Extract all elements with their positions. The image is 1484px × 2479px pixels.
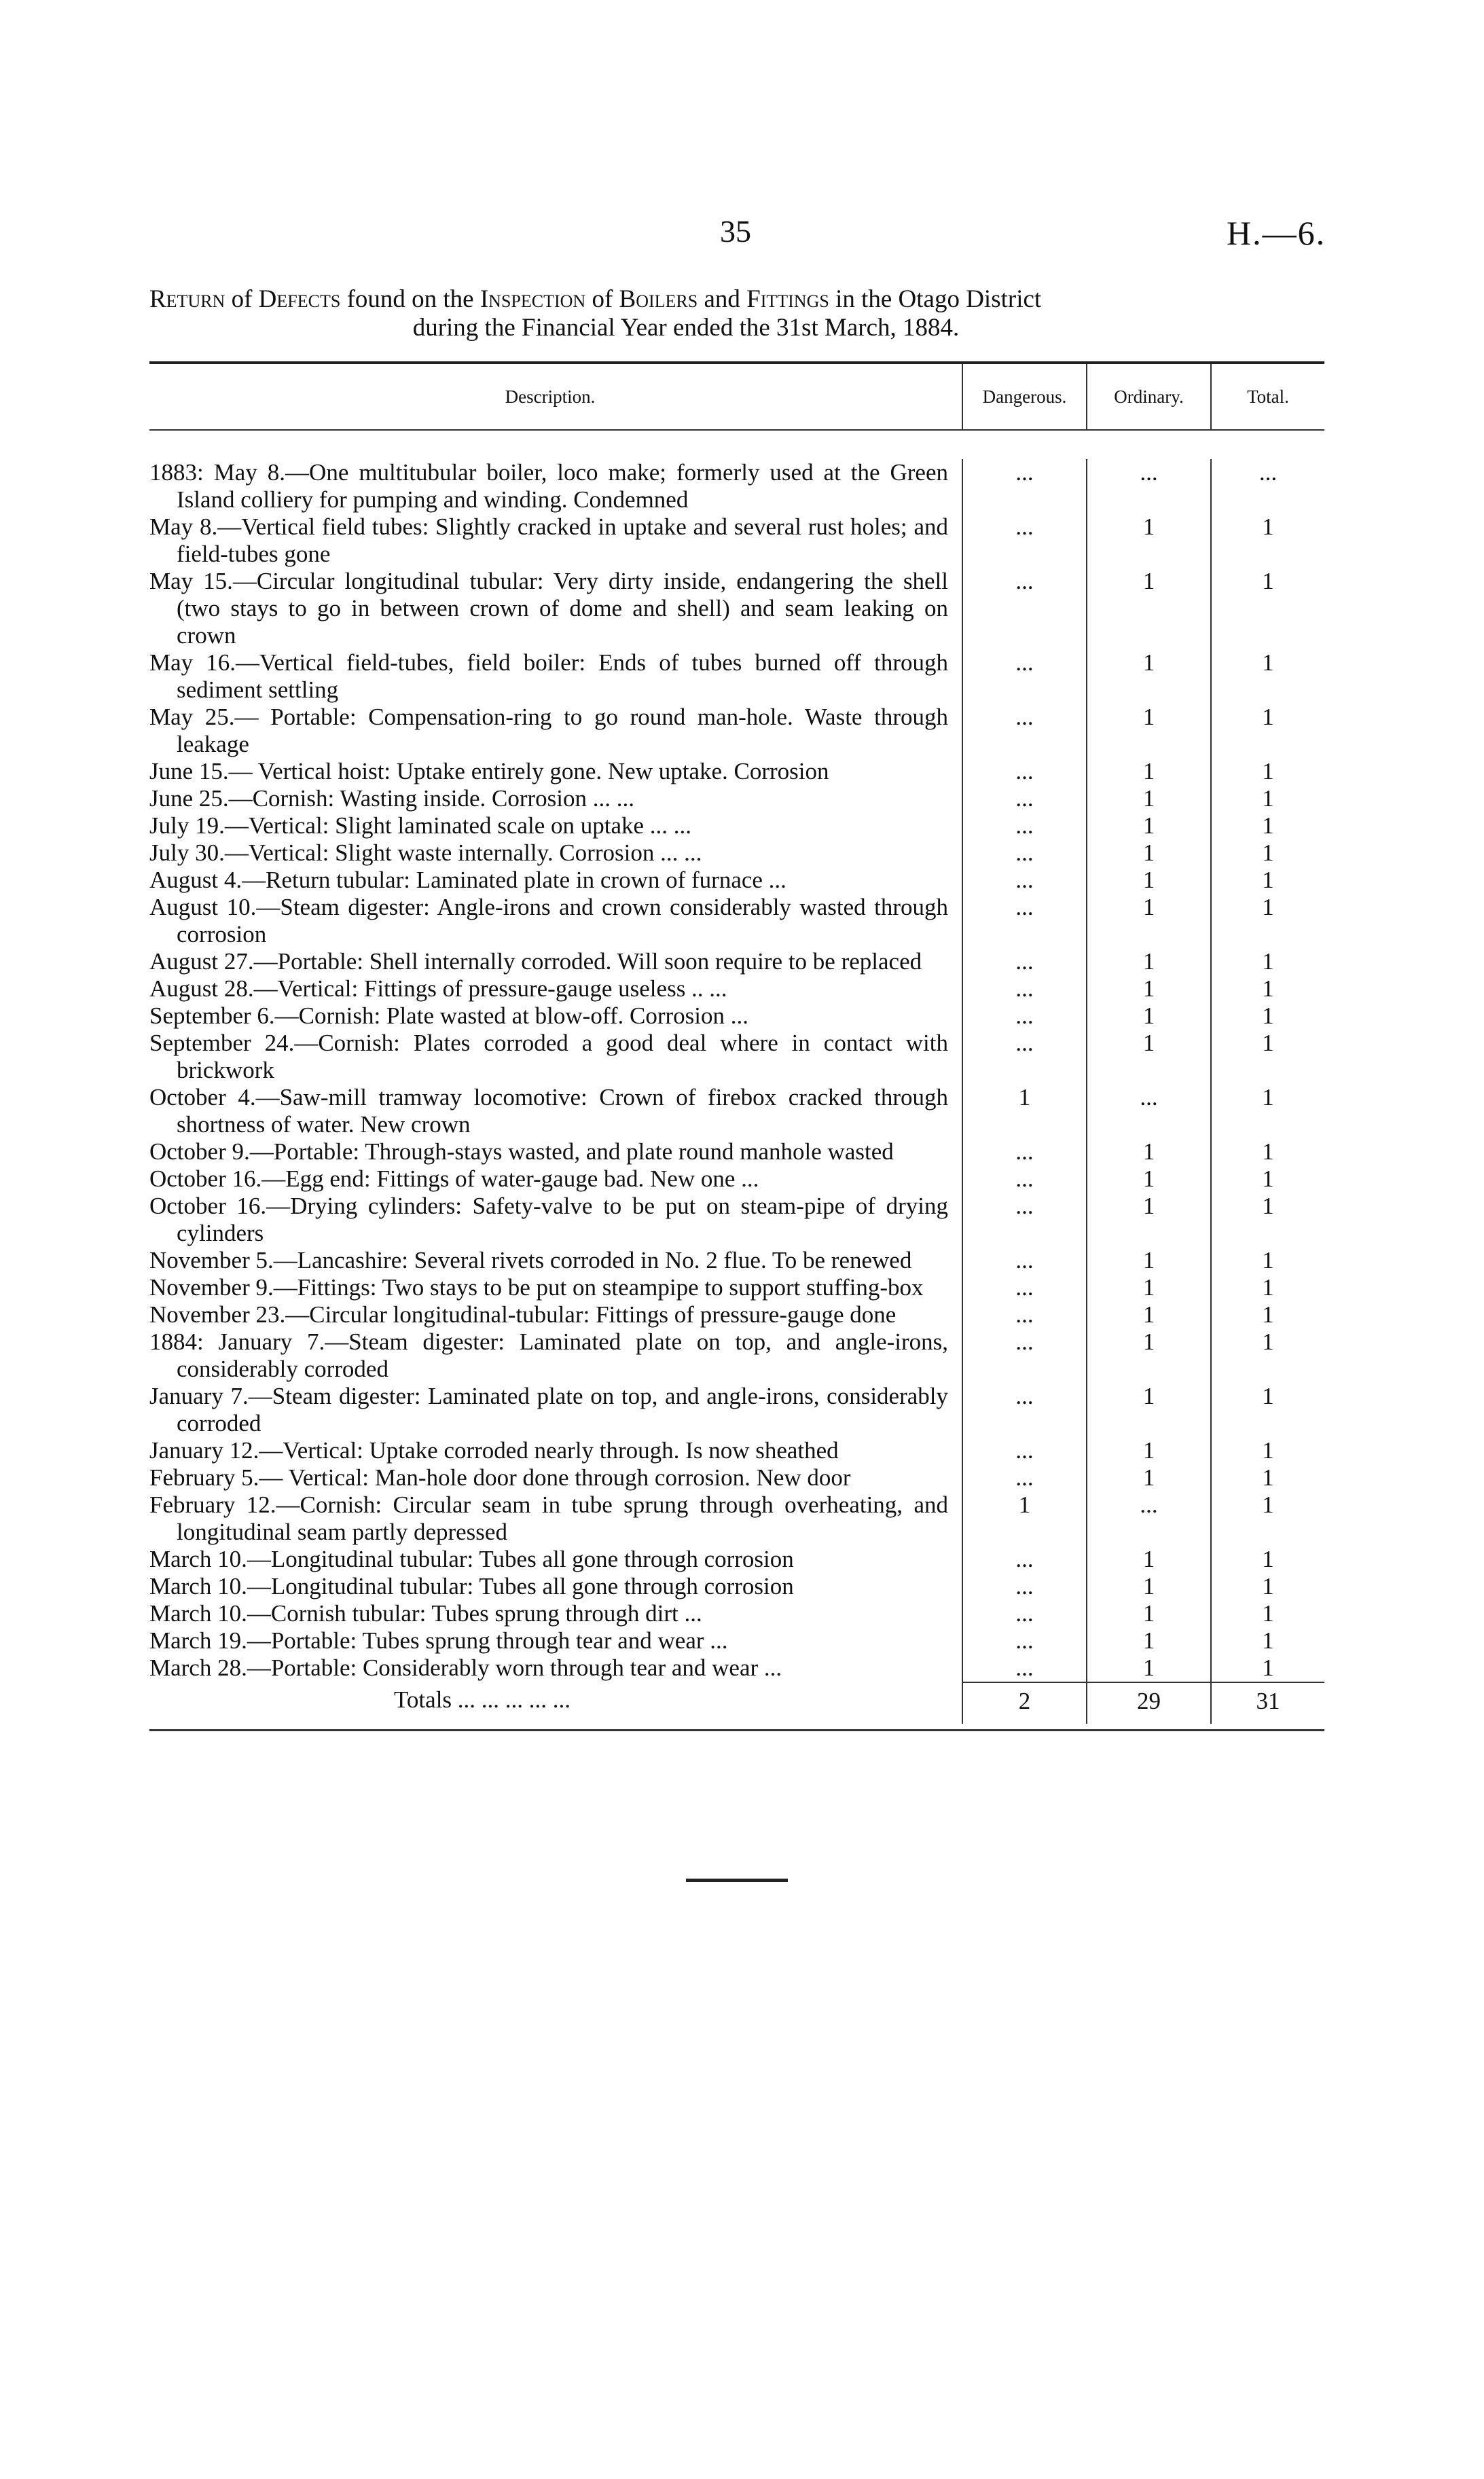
row-dangerous: ...: [962, 1030, 1086, 1084]
totals-dangerous: 2: [962, 1682, 1086, 1724]
row-total: 1: [1210, 568, 1324, 649]
table-row: [149, 1301, 1324, 1328]
row-dangerous: ...: [962, 975, 1086, 1002]
header-description: Description.: [505, 386, 596, 407]
row-ordinary: 1: [1086, 1193, 1210, 1247]
row-description: May 25.— Portable: Compensation-ring to go round man-hole. Waste through leakage: [149, 704, 948, 757]
row-total: 1: [1210, 1165, 1324, 1193]
row-ordinary: 1: [1086, 1654, 1210, 1682]
row-total: 1: [1210, 975, 1324, 1002]
row-ordinary: 1: [1086, 1301, 1210, 1328]
table-row: [149, 1328, 1324, 1383]
row-ordinary: 1: [1086, 1328, 1210, 1383]
row-ordinary: 1: [1086, 1247, 1210, 1274]
row-dangerous: ...: [962, 459, 1086, 513]
end-rule: [686, 1879, 788, 1882]
row-description: May 15.—Circular longitudinal tubular: Very dirty inside, endangering the shell (two stays to go in between crown of dome and shell) and seam leaking on crown: [149, 568, 948, 649]
row-total: 1: [1210, 1383, 1324, 1437]
row-dangerous: ...: [962, 1546, 1086, 1573]
row-dangerous: ...: [962, 1654, 1086, 1682]
row-dangerous: ...: [962, 1328, 1086, 1383]
defects-table: [149, 361, 1324, 1724]
table-row: [149, 1247, 1324, 1274]
row-dangerous: ...: [962, 1193, 1086, 1247]
table-row: [149, 975, 1324, 1002]
row-dangerous: ...: [962, 867, 1086, 894]
row-description: September 24.—Cornish: Plates corroded a good deal where in contact with brickwork: [149, 1030, 948, 1083]
table-row: [149, 1138, 1324, 1165]
row-dangerous: ...: [962, 1573, 1086, 1600]
row-ordinary: 1: [1086, 812, 1210, 839]
table-row: [149, 649, 1324, 704]
table-row: [149, 1383, 1324, 1437]
row-dangerous: ...: [962, 812, 1086, 839]
row-description: February 12.—Cornish: Circular seam in tube sprung through overheating, and longitudinal seam partly depressed: [149, 1491, 948, 1545]
table-bottom-rule: [149, 1729, 1324, 1731]
row-description: May 8.—Vertical field tubes: Slightly cracked in uptake and several rust holes; and field-tubes gone: [149, 513, 948, 567]
row-description: January 7.—Steam digester: Laminated plate on top, and angle-irons, considerably corroded: [149, 1383, 948, 1436]
table-row: [149, 459, 1324, 513]
row-dangerous: ...: [962, 948, 1086, 975]
row-ordinary: 1: [1086, 948, 1210, 975]
row-dangerous: ...: [962, 1464, 1086, 1491]
row-ordinary: 1: [1086, 839, 1210, 867]
row-description: October 4.—Saw-mill tramway locomotive: Crown of firebox cracked through shortness of water. New crown: [149, 1084, 948, 1138]
row-total: 1: [1210, 1138, 1324, 1165]
table-row: [149, 785, 1324, 812]
row-description: February 5.— Vertical: Man-hole door done through corrosion. New door: [149, 1464, 851, 1491]
row-description: March 10.—Longitudinal tubular: Tubes all gone through corrosion: [149, 1546, 794, 1572]
row-description: November 5.—Lancashire: Several rivets corroded in No. 2 flue. To be renewed: [149, 1247, 912, 1273]
table-row: [149, 1437, 1324, 1464]
row-ordinary: 1: [1086, 1464, 1210, 1491]
table-row: [149, 1654, 1324, 1682]
row-total: 1: [1210, 1491, 1324, 1546]
header-ordinary: Ordinary.: [1086, 364, 1210, 429]
row-total: 1: [1210, 867, 1324, 894]
row-description: October 9.—Portable: Through-stays wasted, and plate round manhole wasted: [149, 1138, 894, 1165]
row-total: 1: [1210, 1301, 1324, 1328]
row-total: 1: [1210, 704, 1324, 758]
row-dangerous: ...: [962, 1002, 1086, 1030]
row-total: 1: [1210, 513, 1324, 568]
row-ordinary: 1: [1086, 1274, 1210, 1301]
row-ordinary: ...: [1086, 459, 1210, 513]
row-description: November 9.—Fittings: Two stays to be put on steampipe to support stuffing-box: [149, 1274, 924, 1301]
table-row: [149, 1600, 1324, 1627]
row-total: 1: [1210, 1600, 1324, 1627]
row-description: 1883: May 8.—One multitubular boiler, loco make; formerly used at the Green Island colliery for pumping and winding. Condemned: [149, 459, 948, 513]
row-description: August 4.—Return tubular: Laminated plate in crown of furnace ...: [149, 867, 786, 893]
row-dangerous: ...: [962, 758, 1086, 785]
row-dangerous: ...: [962, 1247, 1086, 1274]
row-ordinary: 1: [1086, 1437, 1210, 1464]
table-heading: Return of Defects found on the Inspection of Boilers and Fittings in the Otago District during the Financial Year ended the 31st March, 1884.: [149, 285, 1324, 342]
header-total: Total.: [1210, 364, 1324, 429]
row-ordinary: 1: [1086, 894, 1210, 948]
heading-word: Return: [149, 285, 225, 313]
row-description: 1884: January 7.—Steam digester: Laminated plate on top, and angle-irons, considerably corroded: [149, 1328, 948, 1382]
row-dangerous: ...: [962, 704, 1086, 758]
row-ordinary: 1: [1086, 785, 1210, 812]
row-total: 1: [1210, 1193, 1324, 1247]
row-description: March 10.—Cornish tubular: Tubes sprung through dirt ...: [149, 1600, 702, 1627]
row-description: March 28.—Portable: Considerably worn through tear and wear ...: [149, 1654, 782, 1681]
row-description: August 28.—Vertical: Fittings of pressure-gauge useless .. ...: [149, 975, 727, 1002]
table-row: [149, 1464, 1324, 1491]
row-ordinary: 1: [1086, 1030, 1210, 1084]
row-total: 1: [1210, 948, 1324, 975]
row-total: 1: [1210, 649, 1324, 704]
row-ordinary: 1: [1086, 1546, 1210, 1573]
row-total: 1: [1210, 894, 1324, 948]
row-total: 1: [1210, 1573, 1324, 1600]
row-dangerous: ...: [962, 1627, 1086, 1654]
row-ordinary: 1: [1086, 513, 1210, 568]
row-dangerous: ...: [962, 839, 1086, 867]
table-header: [149, 364, 1324, 429]
row-dangerous: ...: [962, 1274, 1086, 1301]
table-row: [149, 894, 1324, 948]
row-ordinary: ...: [1086, 1084, 1210, 1138]
row-total: 1: [1210, 1274, 1324, 1301]
row-ordinary: 1: [1086, 1138, 1210, 1165]
row-ordinary: 1: [1086, 975, 1210, 1002]
heading-line-2: during the Financial Year ended the 31st March, 1884.: [412, 314, 960, 342]
row-total: 1: [1210, 1328, 1324, 1383]
table-row: [149, 1627, 1324, 1654]
row-total: 1: [1210, 785, 1324, 812]
row-dangerous: ...: [962, 785, 1086, 812]
row-dangerous: ...: [962, 1383, 1086, 1437]
page-number: 35: [720, 214, 751, 249]
row-ordinary: 1: [1086, 649, 1210, 704]
row-total: 1: [1210, 1247, 1324, 1274]
row-dangerous: 1: [962, 1084, 1086, 1138]
table-row: [149, 568, 1324, 649]
row-dangerous: ...: [962, 568, 1086, 649]
row-total: 1: [1210, 1084, 1324, 1138]
row-description: June 15.— Vertical hoist: Uptake entirely gone. New uptake. Corrosion: [149, 758, 829, 784]
row-ordinary: 1: [1086, 704, 1210, 758]
row-total: 1: [1210, 1654, 1324, 1682]
row-description: July 30.—Vertical: Slight waste internally. Corrosion ... ...: [149, 839, 702, 866]
row-ordinary: 1: [1086, 1002, 1210, 1030]
row-dangerous: ...: [962, 1437, 1086, 1464]
row-dangerous: ...: [962, 1301, 1086, 1328]
table-row: [149, 1165, 1324, 1193]
row-total: 1: [1210, 758, 1324, 785]
table-row: [149, 1546, 1324, 1573]
table-body: [149, 459, 1324, 1682]
row-dangerous: ...: [962, 1165, 1086, 1193]
table-row: [149, 1030, 1324, 1084]
row-total: 1: [1210, 1546, 1324, 1573]
table-row: [149, 758, 1324, 785]
table-row: [149, 1274, 1324, 1301]
row-ordinary: 1: [1086, 758, 1210, 785]
row-description: March 10.—Longitudinal tubular: Tubes all gone through corrosion: [149, 1573, 794, 1599]
row-total: 1: [1210, 1437, 1324, 1464]
series-reference: H.—6.: [1227, 214, 1326, 252]
table-row: [149, 839, 1324, 867]
row-dangerous: ...: [962, 1600, 1086, 1627]
row-description: July 19.—Vertical: Slight laminated scale on uptake ... ...: [149, 812, 692, 839]
row-ordinary: 1: [1086, 1600, 1210, 1627]
row-description: June 25.—Cornish: Wasting inside. Corrosion ... ...: [149, 785, 635, 812]
row-total: ...: [1210, 459, 1324, 513]
table-row: [149, 704, 1324, 758]
row-description: October 16.—Drying cylinders: Safety-valve to be put on steam-pipe of drying cylinders: [149, 1193, 948, 1246]
row-description: May 16.—Vertical field-tubes, field boiler: Ends of tubes burned off through sediment settling: [149, 649, 948, 703]
row-dangerous: ...: [962, 894, 1086, 948]
table-row: [149, 1573, 1324, 1600]
row-ordinary: 1: [1086, 1627, 1210, 1654]
table-row: [149, 1002, 1324, 1030]
row-description: August 27.—Portable: Shell internally corroded. Will soon require to be replaced: [149, 948, 922, 975]
row-total: 1: [1210, 1627, 1324, 1654]
row-total: 1: [1210, 1464, 1324, 1491]
totals-label: Totals ... ... ... ... ...: [394, 1686, 571, 1713]
totals-row: [149, 1682, 1324, 1724]
row-description: January 12.—Vertical: Uptake corroded nearly through. Is now sheathed: [149, 1437, 839, 1464]
row-description: March 19.—Portable: Tubes sprung through tear and wear ...: [149, 1627, 728, 1654]
header-dangerous: Dangerous.: [962, 364, 1086, 429]
row-ordinary: ...: [1086, 1491, 1210, 1546]
totals-ordinary: 29: [1086, 1682, 1210, 1724]
row-ordinary: 1: [1086, 1573, 1210, 1600]
row-dangerous: 1: [962, 1491, 1086, 1546]
row-total: 1: [1210, 1002, 1324, 1030]
table-row: [149, 1084, 1324, 1138]
table-row: [149, 867, 1324, 894]
table-row: [149, 1193, 1324, 1247]
row-total: 1: [1210, 812, 1324, 839]
row-total: 1: [1210, 839, 1324, 867]
row-description: November 23.—Circular longitudinal-tubular: Fittings of pressure-gauge done: [149, 1301, 897, 1328]
row-ordinary: 1: [1086, 568, 1210, 649]
row-description: September 6.—Cornish: Plate wasted at blow-off. Corrosion ...: [149, 1002, 749, 1029]
row-ordinary: 1: [1086, 867, 1210, 894]
row-dangerous: ...: [962, 1138, 1086, 1165]
row-total: 1: [1210, 1030, 1324, 1084]
table-row: [149, 812, 1324, 839]
totals-total: 31: [1210, 1682, 1324, 1724]
row-dangerous: ...: [962, 513, 1086, 568]
row-description: October 16.—Egg end: Fittings of water-gauge bad. New one ...: [149, 1165, 759, 1192]
row-dangerous: ...: [962, 649, 1086, 704]
table-row: [149, 948, 1324, 975]
row-ordinary: 1: [1086, 1383, 1210, 1437]
row-description: August 10.—Steam digester: Angle-irons and crown considerably wasted through corrosion: [149, 894, 948, 947]
table-row: [149, 513, 1324, 568]
table-row: [149, 1491, 1324, 1546]
row-ordinary: 1: [1086, 1165, 1210, 1193]
